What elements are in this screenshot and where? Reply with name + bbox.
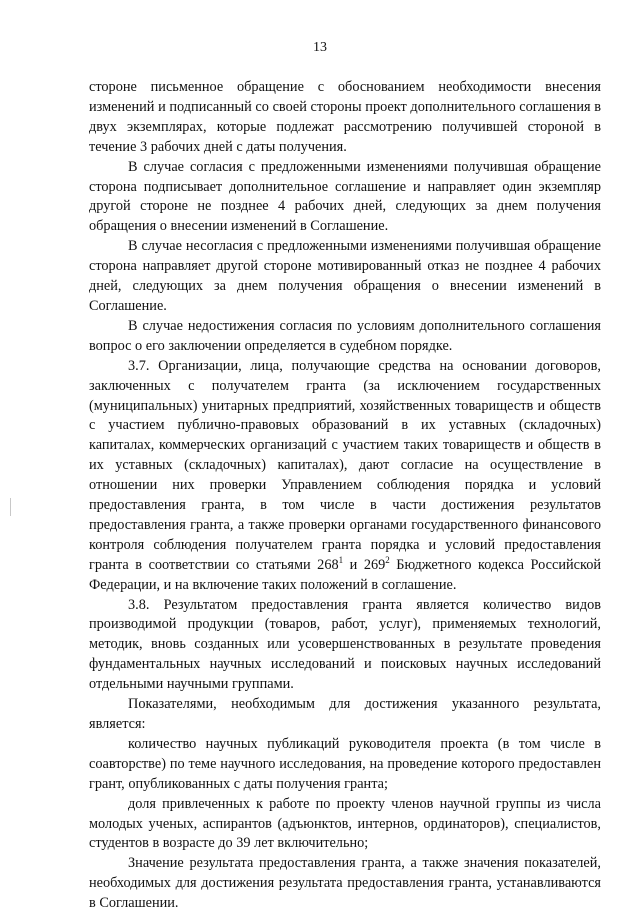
paragraph-court: В случае недостижения согласия по условиям дополнительного соглашения вопрос о его заключении определяется в судебном порядке. <box>89 317 601 354</box>
paragraph-indicator-young-scientists: доля привлеченных к работе по проекту членов научной группы из числа молодых ученых, аспирантов (адъюнктов, интернов, ординаторов), специалистов, студентов в возрасте до 39 лет включительно; <box>89 795 601 852</box>
paragraph-indicator-publications: количество научных публикаций руководителя проекта (в том числе в соавторстве) по теме научного исследования, на проведение которого предоставлен грант, опубликованных с даты получения гранта; <box>89 735 601 792</box>
paragraph-3-7-part-c: Бюджетного кодекса Российской Федерации, и на включение таких положений в соглашение. <box>89 556 602 593</box>
paragraph-values: Значение результата предоставления гранта, а также значения показателей, необходимых для достижения результата предоставления гранта, устанавливаются в Соглашении. <box>89 855 601 912</box>
paragraph-continuation: стороне письменное обращение с обоснованием необходимости внесения изменений и подписанный со своей стороны проект дополнительного соглашения в двух экземплярах, которые подлежат рассмотрению получившей стороной в течение 3 рабочих дней с даты получения. <box>89 79 601 155</box>
page-number: 13 <box>313 40 327 55</box>
paragraph-3-7-part-a: 3.7. Организации, лица, получающие средства на основании договоров, заключенных с получателем гранта (за исключением государственных (муниципальных) унитарных предприятий, хозяйственных товариществ и обществ с участием публично-правовых образований в их уставных (складочных) капиталах, коммерческих организаций с участием таких товариществ и обществ в их уставных (складочных) капиталах), дают согласие на осуществление в отношении них проверки Управлением соблюдения порядка и условий предоставления гранта, в том числе в части достижения результатов предоставления гранта, а также проверки органами государственного финансового контроля соблюдения получателем гранта порядка и условий предоставления гранта в соответствии со статьями 268 <box>89 357 601 573</box>
paragraph-refusal: В случае несогласия с предложенными изменениями получившая обращение сторона направляет другой стороне мотивированный отказ не позднее 4 рабочих дней, следующих за днем получения обращения о внесении изменений в Соглашение. <box>89 238 601 314</box>
article-superscript-2: 2 <box>385 554 390 565</box>
paragraph-consent: В случае согласия с предложенными изменениями получившая обращение сторона подписывает дополнительное соглашение и направляет один экземпляр другой стороне не позднее 4 рабочих дней, следующих за днем получения обращения о внесении изменений в Соглашение. <box>89 158 601 235</box>
paragraph-3-7 <box>89 357 601 596</box>
paragraph-indicators-intro: Показателями, необходимым для достижения указанного результата, является: <box>89 696 601 732</box>
paragraph-3-7-part-b: и 269 <box>343 556 386 573</box>
document-body <box>89 78 601 914</box>
margin-scan-mark <box>10 498 11 516</box>
paragraph-3-8: 3.8. Результатом предоставления гранта является количество видов производимой продукции (товаров, работ, услуг), применяемых технологий, методик, вновь созданных или усовершенствованных в результате проведения фундаментальных научных исследований и поисковых научных исследований отдельными научными группами. <box>89 596 601 693</box>
article-superscript-1: 1 <box>338 554 344 565</box>
